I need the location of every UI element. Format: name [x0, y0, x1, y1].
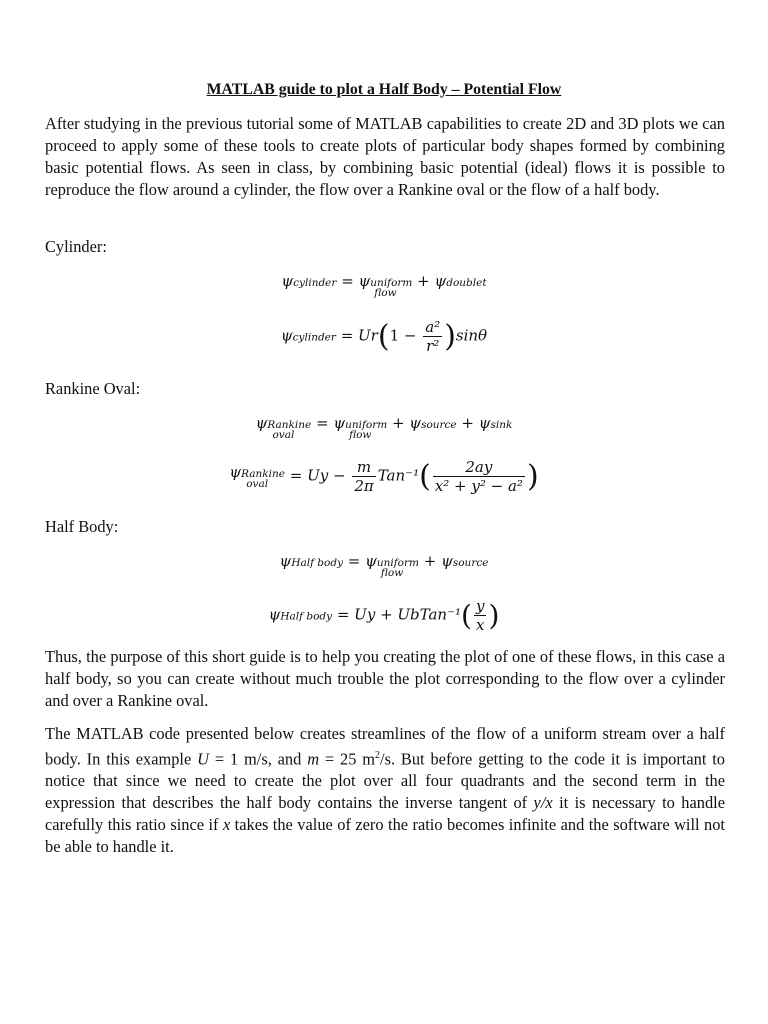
cylinder-equation-2: ψcylinder = Ur(1 − $\frac{\text{a²}}{\text{r²}}$ )sinθ — [280, 318, 488, 355]
document-title: MATLAB guide to plot a Half Body – Potential Flow — [206, 81, 562, 98]
intro-paragraph: After studying in the previous tutorial some of MATLAB capabilities to create 2D and 3D plots we can proceed to apply some of these tools to create plots of particular body shapes formed by combining basic potential flows. As seen in class, by combining basic potential (ideal) flows it is possible to reproduce the flow around a cylinder, the flow over a Rankine oval or the flow of a half body. — [45, 114, 725, 199]
cylinder-label: Cylinder: — [45, 237, 107, 256]
halfbody-equation-1: ψHalf body = ψuniform flow + ψsource — [279, 552, 489, 579]
rankine-equation-2: ψRankine oval = Uy − $\frac{m}{2\pi}$ Tan⁻¹( $\frac{2ay}{\text{x² + y² − a²}}$ ) — [229, 458, 539, 495]
cylinder-equation-1: ψcylinder = ψuniform flow + ψdoublet — [281, 272, 487, 299]
code-intro-paragraph: The MATLAB code presented below creates streamlines of the flow of a uniform stream over a half body. In this example U = 1 m/s, and m = 25 $m^2/s$. But before getting to the code it is important to notice that since we need to create the plot over all four quadrants and the second term in the expression that describes the half body contains the inverse tangent of y/x it is necessary to handle carefully this ratio since if x takes the value of zero the ratio becomes infinite and the software will not be able to handle it. — [45, 724, 726, 857]
halfbody-equation-2: ψHalf body = Uy + UbTan⁻¹( $\frac{y}{x}$ ) — [268, 597, 500, 634]
purpose-paragraph: Thus, the purpose of this short guide is to help you creating the plot of one of these flows, in this case a half body, so you can create without much trouble the plot corresponding to the flow over a cylinder and over a Rankine oval. — [45, 647, 725, 710]
rankine-label: Rankine Oval: — [45, 379, 141, 398]
rankine-equation-1: ψRankine oval = ψuniform flow + ψsource + ψsink — [255, 414, 513, 441]
halfbody-label: Half Body: — [45, 517, 119, 536]
